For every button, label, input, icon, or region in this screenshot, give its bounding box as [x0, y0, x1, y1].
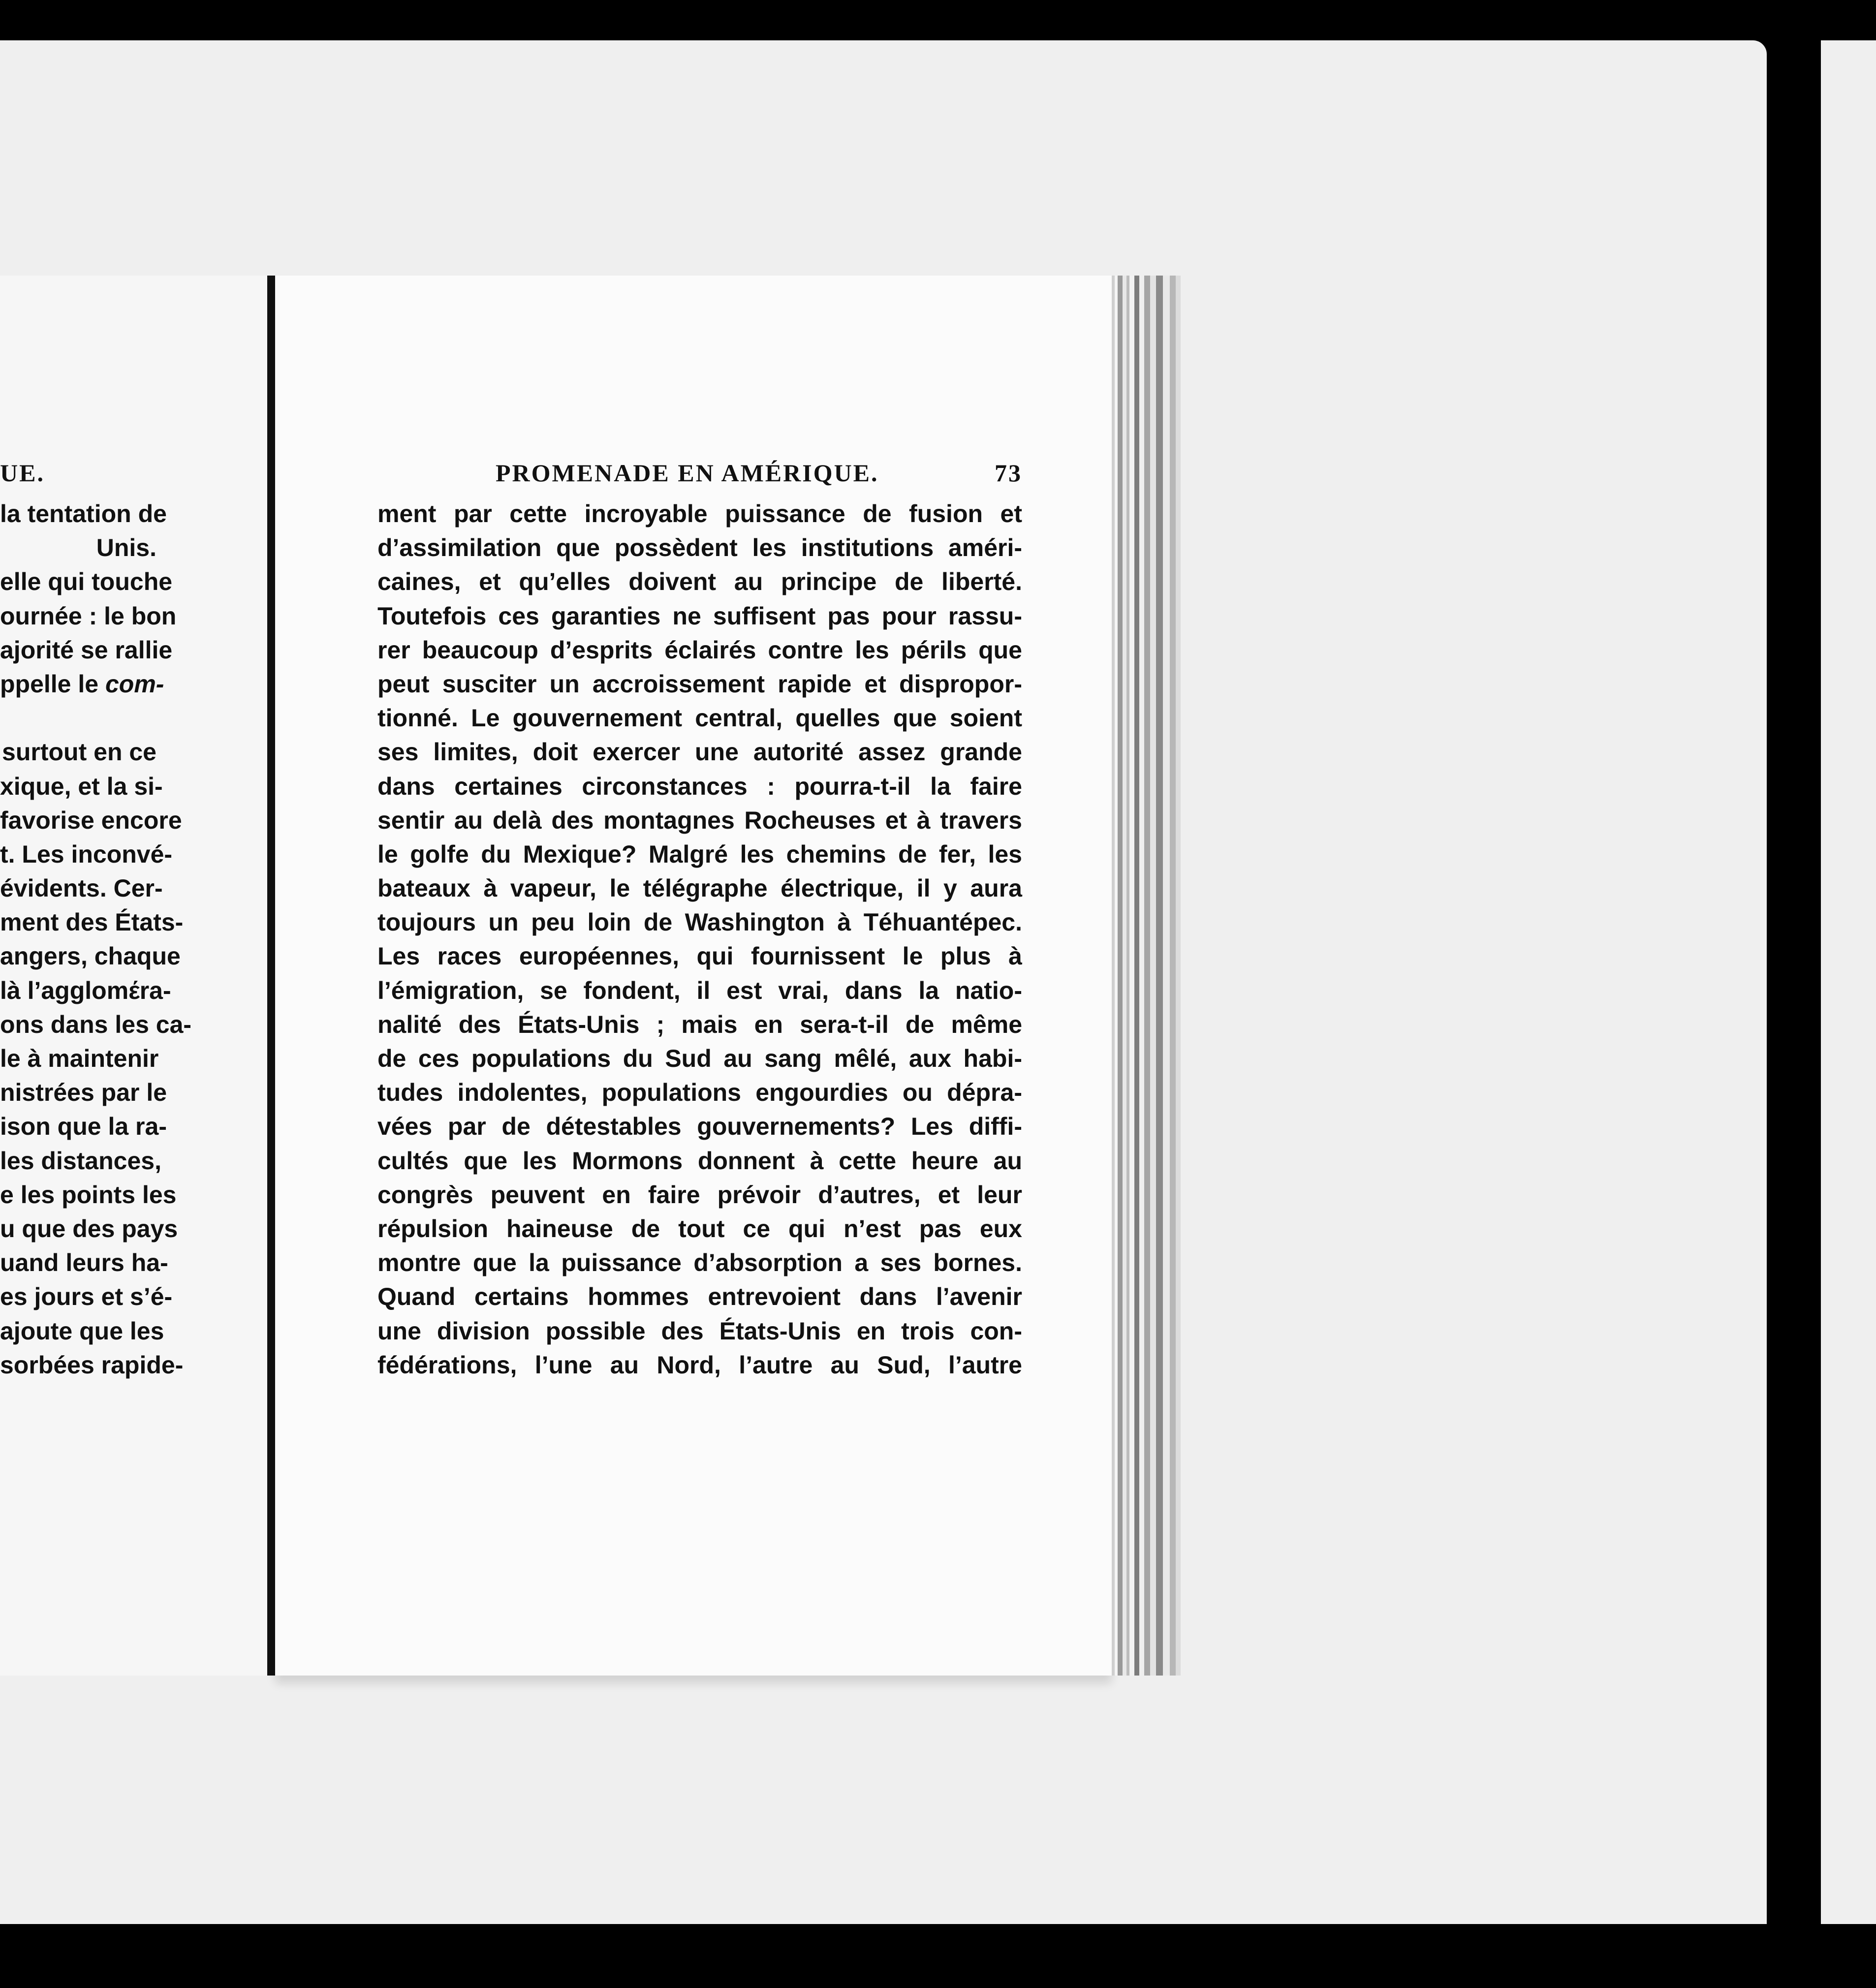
text-line-content: congrès peuvent en faire prévoir d’autres, et leur	[377, 1180, 1022, 1209]
left-text-line	[0, 531, 156, 565]
book-gutter	[267, 276, 275, 1676]
text-line-content: montre que la puissance d’absorption a ses bornes.	[377, 1249, 1022, 1277]
text-line	[377, 838, 1022, 871]
left-text-line	[0, 1178, 177, 1212]
body-text	[377, 497, 1022, 1382]
left-text-line-content: elle qui touche	[0, 568, 173, 596]
text-line-content: vées par de détestables gouvernements? Les diffi-	[377, 1113, 1022, 1141]
left-text-line-content: ison que la ra-	[0, 1113, 167, 1141]
text-line-content: Quand certains hommes entrevoient dans l’avenir	[377, 1283, 1022, 1311]
left-text-line	[0, 1348, 184, 1382]
left-text-line	[0, 1144, 161, 1178]
text-line-content: rer beaucoup d’esprits éclairés contre les périls que	[377, 636, 1022, 664]
text-line-content: tionné. Le gouvernement central, quelles que soient	[377, 704, 1022, 732]
left-text-line	[0, 1280, 173, 1314]
left-text-line	[0, 497, 167, 531]
left-text-line	[0, 1314, 164, 1348]
text-line-content: cultés que les Mormons donnent à cette heure au	[377, 1147, 1022, 1175]
right-page	[275, 276, 1112, 1676]
text-line	[377, 1110, 1022, 1144]
left-text-line	[0, 1110, 167, 1144]
left-text-line-content: Unis.	[96, 534, 156, 562]
text-line-content: fédérations, l’une au Nord, l’autre au Sud, l’autre	[377, 1351, 1022, 1379]
text-line	[377, 565, 1022, 599]
text-line-content: sentir au delà des montagnes Rocheuses et à travers	[377, 806, 1022, 834]
text-line	[377, 1314, 1022, 1348]
text-line-content: ses limites, doit exercer une autorité assez grande	[377, 738, 1022, 766]
left-text-line	[0, 1246, 168, 1280]
left-text-line-content: surtout en ce	[2, 738, 156, 766]
left-text-line	[0, 633, 173, 667]
text-line-content: ment par cette incroyable puissance de fusion et	[377, 500, 1022, 528]
left-page	[0, 276, 270, 1676]
text-line	[377, 1280, 1022, 1314]
left-text-line	[0, 599, 177, 633]
text-line	[377, 531, 1022, 565]
text-line-content: Les races européennes, qui fournissent le plus à	[377, 942, 1022, 970]
left-text-line-content: ons dans les ca-	[0, 1010, 192, 1038]
text-line	[377, 905, 1022, 939]
text-line-content: le golfe du Mexique? Malgré les chemins de fer, les	[377, 840, 1022, 868]
left-text-line	[0, 1076, 167, 1110]
text-line-content: Toutefois ces garanties ne suffisent pas pour rassu-	[377, 602, 1022, 630]
left-text-line	[0, 838, 173, 871]
text-line	[377, 770, 1022, 804]
left-text-line-content: favorise encore	[0, 806, 182, 834]
text-line	[377, 1246, 1022, 1280]
text-line	[377, 804, 1022, 838]
text-line-content: d’assimilation que possèdent les institutions améri-	[377, 534, 1022, 562]
text-line	[377, 1042, 1022, 1076]
text-line	[377, 497, 1022, 531]
page-number: 73	[995, 459, 1022, 487]
running-title: PROMENADE EN AMÉRIQUE.	[496, 459, 879, 487]
text-line-content: caines, et qu’elles doivent au principe de liberté.	[377, 568, 1022, 596]
text-line-content: nalité des États-Unis ; mais en sera-t-il de même	[377, 1010, 1022, 1038]
text-line	[377, 1348, 1022, 1382]
text-line-content: dans certaines circonstances : pourra-t-il la faire	[377, 772, 1022, 800]
left-text-line-content: là l’agglomέra-	[0, 976, 171, 1004]
left-text-line-content: nistrées par le	[0, 1079, 167, 1107]
left-text-line	[0, 1212, 178, 1246]
left-text-line-content: les distances,	[0, 1147, 161, 1175]
left-text-line	[0, 701, 156, 735]
left-text-line-content: la tentation de	[0, 500, 167, 528]
left-text-line-content: ppelle le	[0, 670, 105, 698]
text-line-content: répulsion haineuse de tout ce qui n’est pas eux	[377, 1214, 1022, 1242]
left-text-line-content: e les points les	[0, 1180, 177, 1209]
left-text-line	[0, 1042, 159, 1076]
text-line-content: peut susciter un accroissement rapide et dispropor-	[377, 670, 1022, 698]
text-line	[377, 735, 1022, 769]
left-text-line-content: angers, chaque	[0, 942, 181, 970]
left-text-line	[0, 565, 173, 599]
page-edges	[1112, 276, 1181, 1676]
text-line	[377, 1008, 1022, 1042]
text-line-content: tudes indolentes, populations engourdies ou dépra-	[377, 1079, 1022, 1107]
left-text-block	[0, 497, 192, 1382]
left-text-line-content: ajoute que les	[0, 1317, 164, 1345]
left-text-line-content: es jours et s’é-	[0, 1283, 173, 1311]
running-head	[377, 459, 1022, 487]
left-text-line	[0, 667, 164, 701]
left-text-line-content: u que des pays	[0, 1214, 178, 1242]
text-line	[377, 939, 1022, 973]
left-running-head	[0, 459, 45, 487]
left-text-line	[0, 1008, 192, 1042]
text-line	[377, 701, 1022, 735]
left-text-line-content: t. Les inconvé-	[0, 840, 173, 868]
text-line-content: de ces populations du Sud au sang mêlé, aux habi-	[377, 1045, 1022, 1072]
text-line	[377, 871, 1022, 905]
left-text-line-content: ajorité se rallie	[0, 636, 173, 664]
left-text-italic: com-	[105, 670, 164, 698]
left-text-line	[0, 770, 163, 804]
text-line-content: l’émigration, se fondent, il est vrai, dans la natio-	[377, 976, 1022, 1004]
text-line	[377, 1212, 1022, 1246]
text-line	[377, 633, 1022, 667]
text-line	[377, 667, 1022, 701]
left-text-line	[0, 871, 163, 905]
left-text-line	[0, 974, 171, 1008]
text-line	[377, 1144, 1022, 1178]
left-text-line-content: ment des États-	[0, 908, 184, 936]
left-text-line-content: sorbées rapide-	[0, 1351, 184, 1379]
left-text-line-content: xique, et la si-	[0, 772, 163, 800]
next-frame-edge	[1821, 40, 1876, 1924]
left-text-line	[0, 939, 181, 973]
text-line	[377, 1178, 1022, 1212]
left-text-line-content: le à maintenir	[0, 1045, 159, 1072]
left-running-title: UE.	[0, 459, 45, 487]
text-line	[377, 974, 1022, 1008]
left-text-line	[0, 905, 184, 939]
text-line-content: bateaux à vapeur, le télégraphe électrique, il y aura	[377, 874, 1022, 902]
left-text-line-content: ournée : le bon	[0, 602, 177, 630]
text-line	[377, 1076, 1022, 1110]
left-text-line	[0, 735, 156, 769]
text-line-content: toujours un peu loin de Washington à Téhuantépec.	[377, 908, 1022, 936]
text-line	[377, 599, 1022, 633]
left-text-line-content: évidents. Cer-	[0, 874, 163, 902]
text-line-content: une division possible des États-Unis en trois con-	[377, 1317, 1022, 1345]
left-text-line	[0, 804, 182, 838]
left-text-line-content: uand leurs ha-	[0, 1249, 168, 1277]
